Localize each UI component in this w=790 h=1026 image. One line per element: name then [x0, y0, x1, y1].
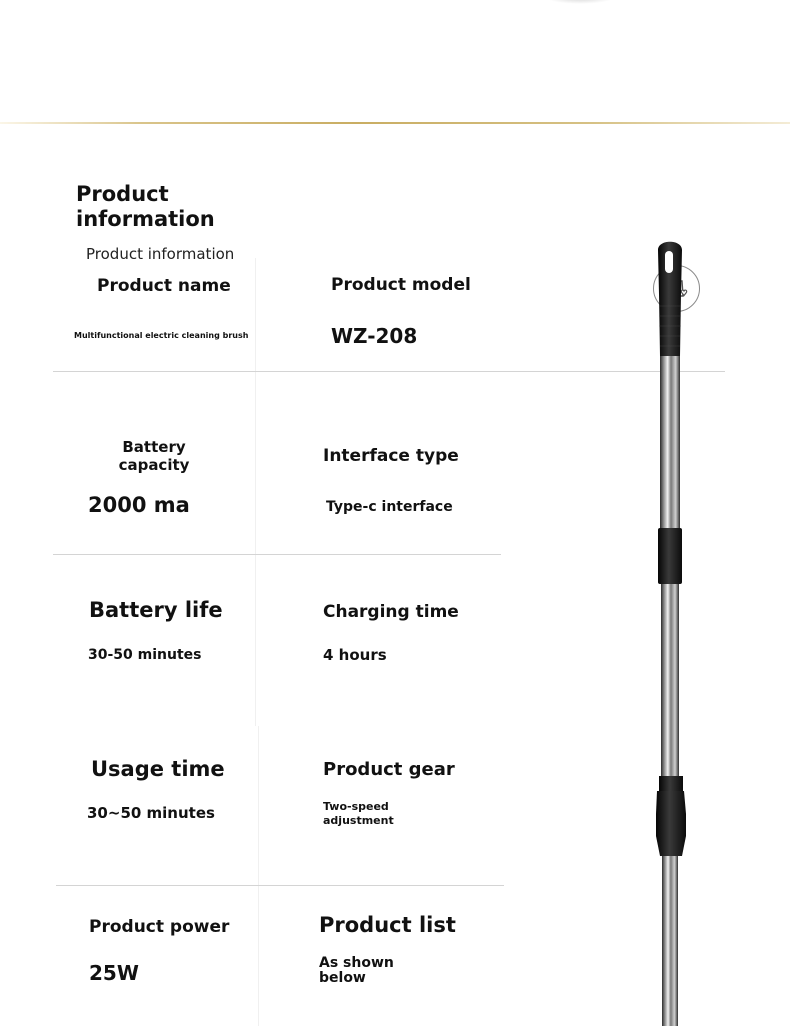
usage-time-label: Usage time — [91, 757, 225, 781]
product-list-value: As shown below — [319, 955, 394, 986]
battery-capacity-label: Battery capacity — [118, 438, 190, 474]
charging-time-label: Charging time — [323, 602, 459, 622]
product-shadow — [545, 0, 615, 4]
product-power-value: 25W — [89, 961, 139, 985]
charging-time-value: 4 hours — [323, 646, 387, 664]
battery-life-value: 30-50 minutes — [88, 647, 202, 663]
product-list-label: Product list — [319, 913, 456, 937]
product-model-value: WZ-208 — [331, 324, 418, 348]
product-power-label: Product power — [89, 917, 230, 937]
product-name-label: Product name — [97, 276, 231, 296]
interface-type-label: Interface type — [323, 446, 459, 466]
battery-life-label: Battery life — [89, 598, 223, 622]
gold-divider — [0, 122, 790, 124]
row-divider — [56, 885, 504, 886]
product-gear-label: Product gear — [323, 759, 455, 780]
battery-capacity-value: 2000 ma — [88, 493, 190, 517]
column-divider — [255, 258, 256, 726]
product-gear-value: Two-speed adjustment — [323, 800, 394, 827]
section-title: Product information — [76, 182, 215, 231]
interface-type-value: Type-c interface — [326, 499, 453, 515]
row-divider — [53, 554, 501, 555]
telescopic-pole-image — [620, 236, 710, 1026]
product-name-value: Multifunctional electric cleaning brush — [74, 331, 249, 340]
product-model-label: Product model — [331, 275, 471, 295]
section-subtitle: Product information — [86, 245, 235, 263]
column-divider — [258, 726, 259, 1026]
usage-time-value: 30~50 minutes — [87, 804, 215, 822]
